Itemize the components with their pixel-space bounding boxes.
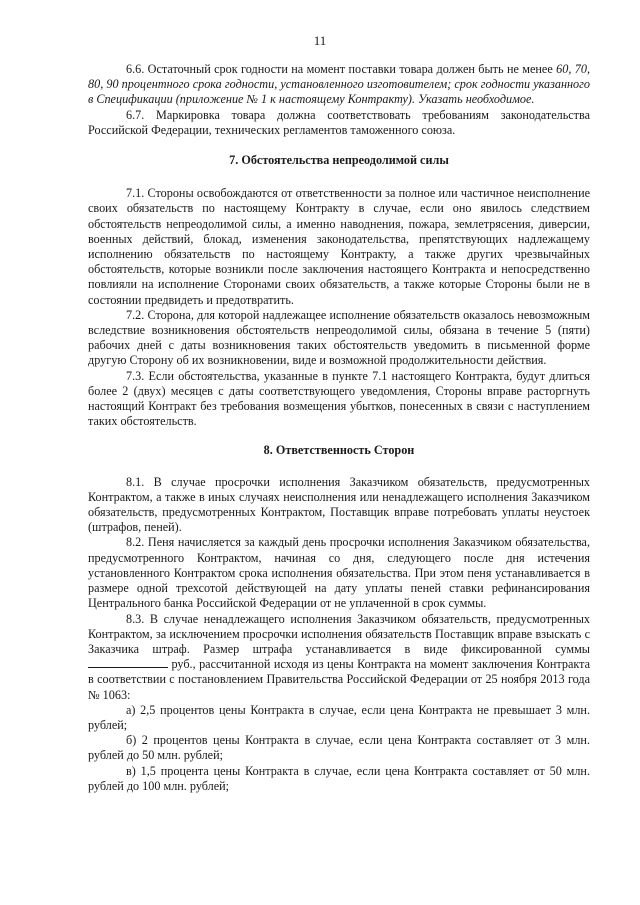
paragraph-6-6-lead: 6.6. Остаточный срок годности на момент поставки товара должен быть не менее: [126, 62, 557, 76]
list-item-c: в) 1,5 процента цены Контракта в случае, если цена Контракта составляет от 50 млн. рублей до 100 млн. рублей;: [88, 763, 590, 793]
paragraph-7-2: 7.2. Сторона, для которой надлежащее исполнение обязательств оказалось невозможным вследствие возникновения обстоятельств непреодолимой силы, обязана в течение 5 (пяти) рабочих дней с даты возникновения таких обстоятельств уведомить в письменной форме другую Сторону об их возникновении, виде и возможной продолжительности действия.: [88, 307, 590, 368]
list-item-a: а) 2,5 процентов цены Контракта в случае, если цена Контракта не превышает 3 млн. рублей;: [88, 702, 590, 732]
list-item-b: б) 2 процентов цены Контракта в случае, если цена Контракта составляет от 3 млн. рублей до 50 млн. рублей;: [88, 733, 590, 763]
fine-amount-blank: [88, 657, 168, 668]
paragraph-8-3-part2: руб., рассчитанной исходя из цены Контракта на момент заключения Контракта в соответствии с постановлением Правительства Российской Федерации от 25 ноября 2013 года № 1063:: [88, 657, 591, 702]
paragraph-6-6-italic: 60, 70, 80, 90 процентного срока годности, установленного изготовителем; срок годности указанного в Спецификации (приложение № 1 к настоящему Контракту). Указать необходимое.: [88, 62, 591, 107]
paragraph-8-3-part1: 8.3. В случае ненадлежащего исполнения Заказчиком обязательств, предусмотренных Контрактом, за исключением просрочки исполнения обязательств Поставщик вправе взыскать с Заказчика штраф. Размер штрафа устанавливается в виде фиксированной суммы: [88, 611, 590, 656]
paragraph-8-3: [88, 612, 590, 703]
paragraph-6-7: 6.7. Маркировка товара должна соответствовать требованиям законодательства Российской Федерации, технических регламентов таможенного союза.: [88, 107, 590, 137]
paragraph-8-1: 8.1. В случае просрочки исполнения Заказчиком обязательств, предусмотренных Контрактом, а также в иных случаях неисполнения или ненадлежащего исполнения Заказчиком обязательств, предусмотренных Контрактом, Поставщик вправе потребовать уплаты неустоек (штрафов, пеней).: [88, 474, 590, 535]
paragraph-7-3: 7.3. Если обстоятельства, указанные в пункте 7.1 настоящего Контракта, будут длиться более 2 (двух) месяцев с даты соответствующего уведомления, Стороны вправе расторгнуть настоящий Контракт без требования возмещения убытков, понесенных в связи с наступлением таких обстоятельств.: [88, 368, 590, 429]
paragraph-8-2: 8.2. Пеня начисляется за каждый день просрочки исполнения Заказчиком обязательства, предусмотренного Контрактом, начиная со дня, следующего после дня истечения установленного Контрактом срока исполнения обязательства. При этом пеня устанавливается в размере одной трехсотой действующей на дату уплаты пеней ставки рефинансирования Центрального банка Российской Федерации от не уплаченной в срок суммы.: [88, 535, 590, 611]
page-number: 11: [313, 33, 327, 48]
section-8-title: 8. Ответственность Сторон: [263, 443, 415, 458]
paragraph-7-1: 7.1. Стороны освобождаются от ответственности за полное или частичное неисполнение своих обязательств по настоящему Контракту в случае, если оно явилось следствием обстоятельств непреодолимой силы, а именно наводнения, пожара, землетрясения, диверсии, военных действий, блокад, изменения законодательства, препятствующих надлежащему исполнению обязательств по настоящему Контракту, а также других чрезвычайных обстоятельств, которые возникли после заключения настоящего Контракта и непосредственно повлияли на исполнение Сторонами своих обязательств, а также которые Стороны были не в состоянии предвидеть и предотвратить.: [88, 186, 590, 307]
paragraph-6-6: [88, 62, 590, 108]
section-7-title: 7. Обстоятельства непреодолимой силы: [229, 153, 449, 168]
document-body: [88, 62, 590, 794]
